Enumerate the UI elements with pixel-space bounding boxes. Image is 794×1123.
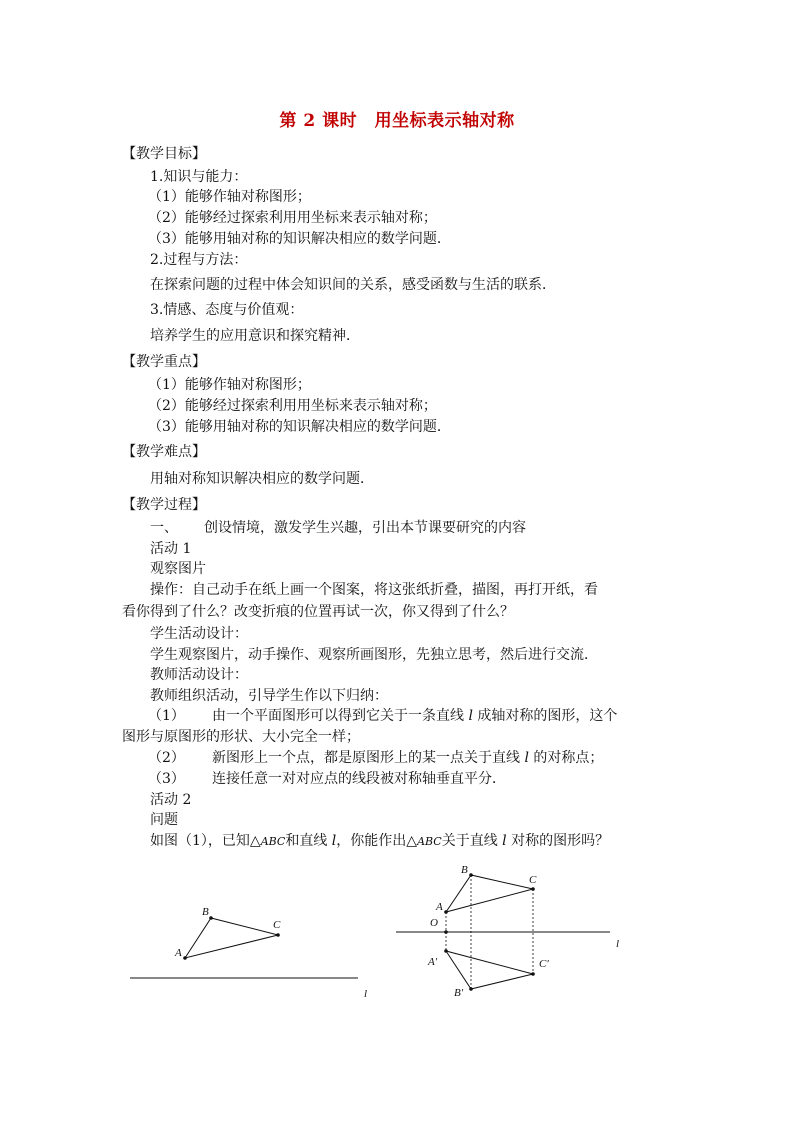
figure-right	[396, 864, 619, 999]
question-label: 问题	[150, 812, 178, 828]
right-label-c: C	[529, 874, 537, 886]
goal2-title: 2.过程与方法：	[150, 252, 248, 268]
summary-1-var: l	[468, 708, 473, 724]
step1-text: 创设情境，激发学生兴趣，引出本节课要研究的内容	[204, 520, 526, 536]
key-item-2: （2）能够经过探索利用用坐标来表示轴对称；	[148, 398, 437, 414]
right-label-o: O	[430, 917, 438, 929]
right-label-l: l	[616, 938, 620, 950]
summary-2-var: l	[524, 750, 529, 766]
operation-line-2: 看你得到了什么？改变折痕的位置再试一次，你又得到了什么？	[122, 604, 514, 620]
goal1-title: 1.知识与能力：	[150, 169, 248, 185]
right-point-c	[531, 887, 535, 891]
summary-1-line-2: 图形与原图形的形状、大小完全一样；	[122, 729, 360, 745]
right-triangle-abc-prime	[446, 951, 533, 989]
key-item-3: （3）能够用轴对称的知识解决相应的数学问题．	[148, 419, 451, 435]
right-label-b: B	[461, 864, 468, 876]
left-point-a	[183, 956, 187, 960]
q-triangle-2: ABC	[417, 835, 442, 848]
right-point-c-prime	[531, 972, 535, 976]
figure-left	[130, 906, 367, 1000]
q-part-c: ，你能作出△	[336, 833, 418, 849]
q-part-a: 如图（1），已知△	[150, 833, 261, 849]
goal1-item-3: （3）能够用轴对称的知识解决相应的数学问题．	[148, 231, 451, 247]
q-part-e: 对称的图形吗？	[506, 833, 610, 849]
summary-3-num: （3）	[148, 771, 185, 787]
summary-3-text: 连接任意一对对应点的线段被对称轴垂直平分．	[212, 771, 506, 787]
activity1-label: 活动 1	[150, 541, 192, 557]
right-point-b-prime	[469, 987, 473, 991]
right-triangle-abc	[446, 875, 533, 912]
activity2-label: 活动 2	[150, 792, 192, 808]
diff-text: 用轴对称知识解决相应的数学问题．	[150, 471, 374, 487]
q-line-2: l	[502, 833, 507, 849]
diff-heading: 【教学难点】	[122, 444, 206, 460]
summary-1-num: （1）	[148, 708, 185, 724]
process-heading: 【教学过程】	[122, 497, 206, 513]
key-heading: 【教学重点】	[122, 354, 206, 370]
goal1-item-1: （1）能够作轴对称图形；	[148, 189, 311, 205]
summary-2-num: （2）	[148, 750, 185, 766]
operation-line-1: 操作：自己动手在纸上画一个图案，将这张纸折叠，描图，再打开纸，看	[150, 582, 598, 598]
left-label-b: B	[202, 906, 209, 918]
student-text: 学生观察图片，动手操作、观察所画图形，先独立思考，然后进行交流．	[150, 647, 598, 663]
teacher-text: 教师组织活动，引导学生作以下归纳：	[150, 688, 388, 704]
right-point-o	[444, 930, 448, 934]
right-label-a: A	[436, 901, 443, 913]
key-item-1: （1）能够作轴对称图形；	[148, 377, 311, 393]
right-label-c-prime: C′	[539, 958, 549, 970]
left-label-a: A	[175, 947, 182, 959]
left-point-b	[209, 916, 213, 920]
goal1-item-2: （2）能够经过探索利用用坐标来表示轴对称；	[148, 210, 437, 226]
step1-num: 一、	[150, 520, 178, 536]
goal3-text: 培养学生的应用意识和探究精神．	[150, 328, 360, 344]
q-triangle-1: ABC	[260, 835, 286, 848]
right-point-a-prime	[444, 949, 448, 953]
summary-1-text-a: 由一个平面图形可以得到它关于一条直线	[212, 708, 469, 724]
right-point-b	[469, 873, 473, 877]
q-part-b: 和直线	[285, 833, 332, 849]
q-line-1: l	[331, 833, 337, 849]
teacher-design-label: 教师活动设计：	[150, 667, 248, 683]
goal3-title: 3.情感、态度与价值观：	[150, 302, 304, 318]
left-triangle-abc	[185, 918, 278, 958]
observe-label: 观察图片	[150, 561, 206, 577]
left-label-c: C	[273, 919, 281, 931]
summary-2-text-a: 新图形上一个点，都是原图形上的某一点关于直线	[212, 750, 525, 766]
summary-2-text-b: 的对称点；	[528, 750, 604, 766]
student-design-label: 学生活动设计：	[150, 626, 248, 642]
summary-1-text-b: 成轴对称的图形，这个	[472, 708, 618, 724]
goals-heading: 【教学目标】	[122, 146, 206, 162]
goal2-text: 在探索问题的过程中体会知识间的关系，感受函数与生活的联系．	[150, 277, 556, 293]
left-label-l: l	[364, 988, 368, 1000]
right-label-a-prime: A′	[428, 956, 438, 968]
q-part-d: 关于直线	[441, 833, 503, 849]
page-title: 第 2 课时 用坐标表示轴对称	[279, 111, 515, 131]
right-point-a	[444, 910, 448, 914]
right-label-b-prime: B′	[454, 987, 464, 999]
left-point-c	[276, 933, 280, 937]
